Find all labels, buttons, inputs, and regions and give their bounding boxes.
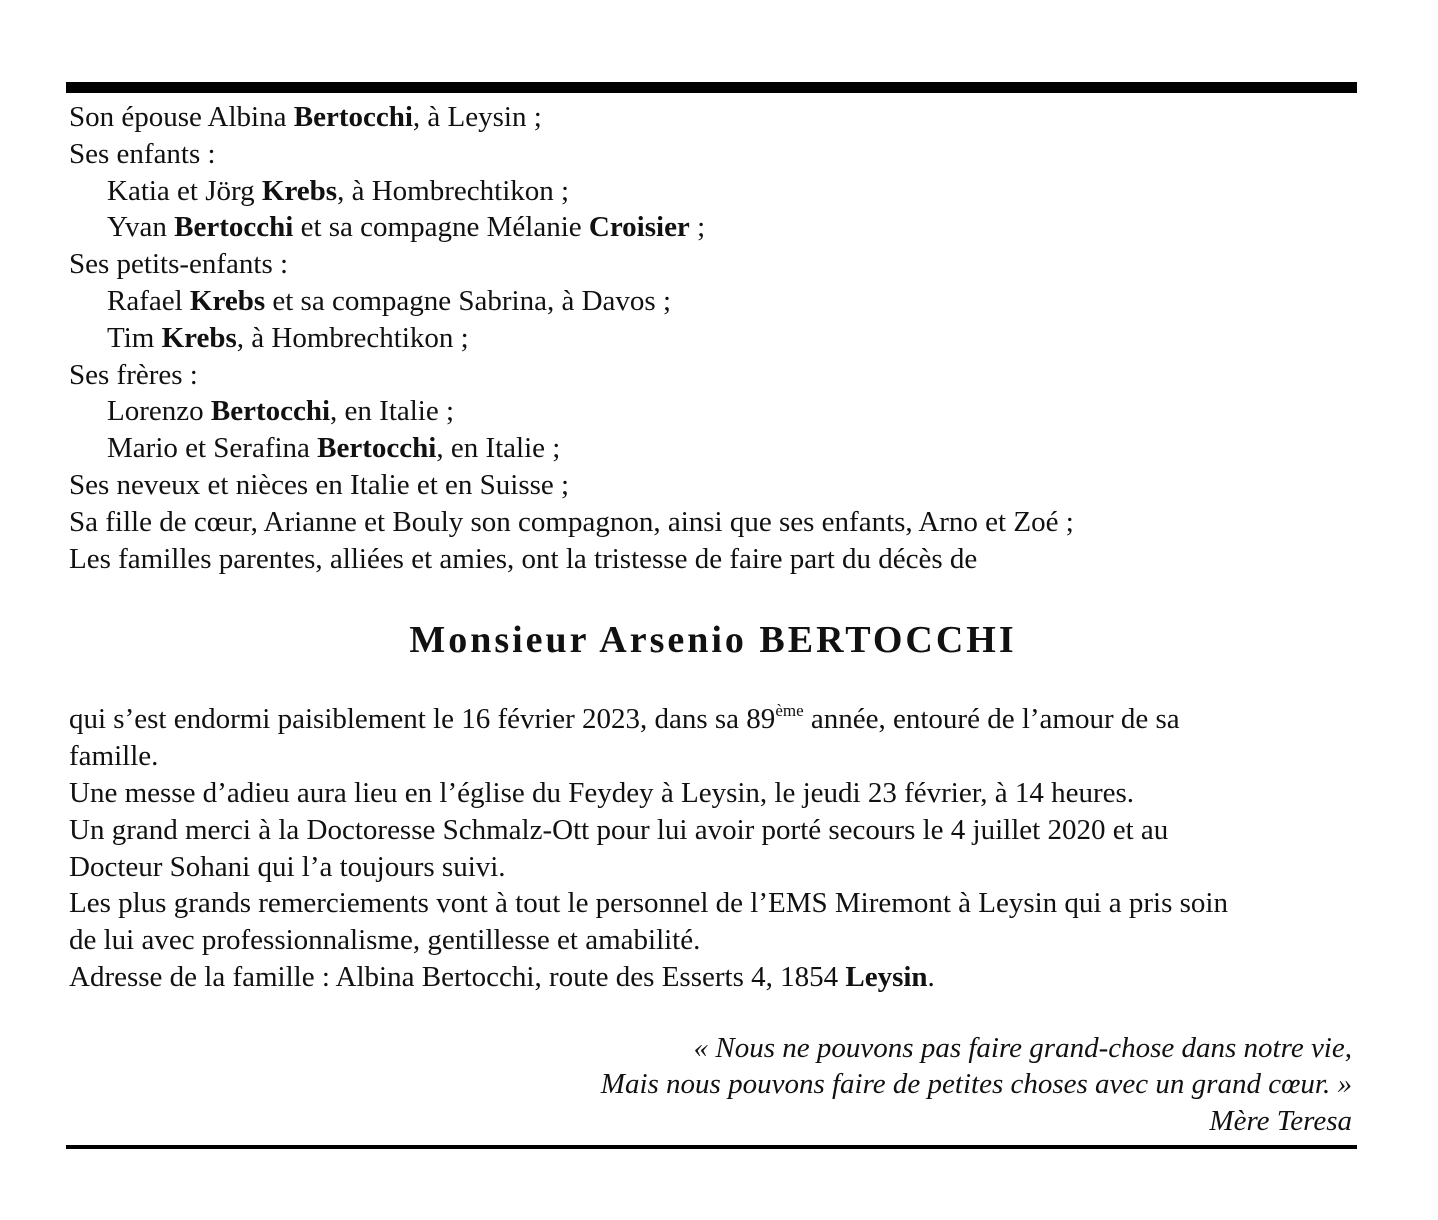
brother-line: Lorenzo Bertocchi, en Italie ; <box>107 395 455 428</box>
child-line: Katia et Jörg Krebs, à Hombrechtikon ; <box>107 174 570 207</box>
brother-line: Mario et Serafina Bertocchi, en Italie ; <box>107 432 561 465</box>
mass-line: Une messe d’adieu aura lieu en l’église du Feydey à Leysin, le jeudi 23 février, à 14 heures. <box>69 776 1135 809</box>
passing-line-2: famille. <box>69 740 159 773</box>
closing-line: Les familles parentes, alliées et amies, ont la tristesse de faire part du décès de <box>69 542 978 575</box>
grandchildren-heading: Ses petits-enfants : <box>69 248 289 281</box>
nephews-line: Ses neveux et nièces en Italie et en Suisse ; <box>69 468 570 501</box>
passing-line: qui s’est endormi paisiblement le 16 février 2023, dans sa 89ème année, entouré de l’amour de sa <box>69 701 1180 736</box>
spouse-line: Son épouse Albina Bertocchi, à Leysin ; <box>69 101 542 133</box>
family-list <box>66 99 1357 577</box>
top-rule <box>66 82 1357 93</box>
thanks-staff-line-2: de lui avec professionnalisme, gentillesse et amabilité. <box>69 924 701 957</box>
heart-daughter-line: Sa fille de cœur, Arianne et Bouly son compagnon, ainsi que ses enfants, Arno et Zoé ; <box>69 505 1074 538</box>
thanks-doctors-line: Un grand merci à la Doctoresse Schmalz-Ott pour lui avoir porté secours le 4 juillet 2020 et au <box>69 813 1169 846</box>
death-notice <box>66 82 1357 1149</box>
quote-line-1: « Nous ne pouvons pas faire grand-chose dans notre vie, <box>693 1031 1352 1064</box>
address-line: Adresse de la famille : Albina Bertocchi, route des Esserts 4, 1854 Leysin. <box>69 960 935 993</box>
child-line: Yvan Bertocchi et sa compagne Mélanie Croisier ; <box>107 211 706 244</box>
deceased-name: Monsieur Arsenio BERTOCCHI <box>409 619 1017 662</box>
bottom-rule <box>66 1145 1357 1149</box>
quote-block <box>66 1030 1357 1140</box>
notice-body <box>66 701 1357 995</box>
quote-line-2: Mais nous pouvons faire de petites choses avec un grand cœur. » <box>600 1068 1352 1101</box>
thanks-doctors-line-2: Docteur Sohani qui l’a toujours suivi. <box>69 850 506 883</box>
grandchild-line: Rafael Krebs et sa compagne Sabrina, à Davos ; <box>107 284 671 317</box>
grandchild-line: Tim Krebs, à Hombrechtikon ; <box>107 321 469 354</box>
thanks-staff-line: Les plus grands remerciements vont à tout le personnel de l’EMS Miremont à Leysin qui a pris soin <box>69 887 1228 920</box>
brothers-heading: Ses frères : <box>69 358 198 391</box>
quote-author: Mère Teresa <box>1209 1104 1352 1137</box>
children-heading: Ses enfants : <box>69 137 216 170</box>
